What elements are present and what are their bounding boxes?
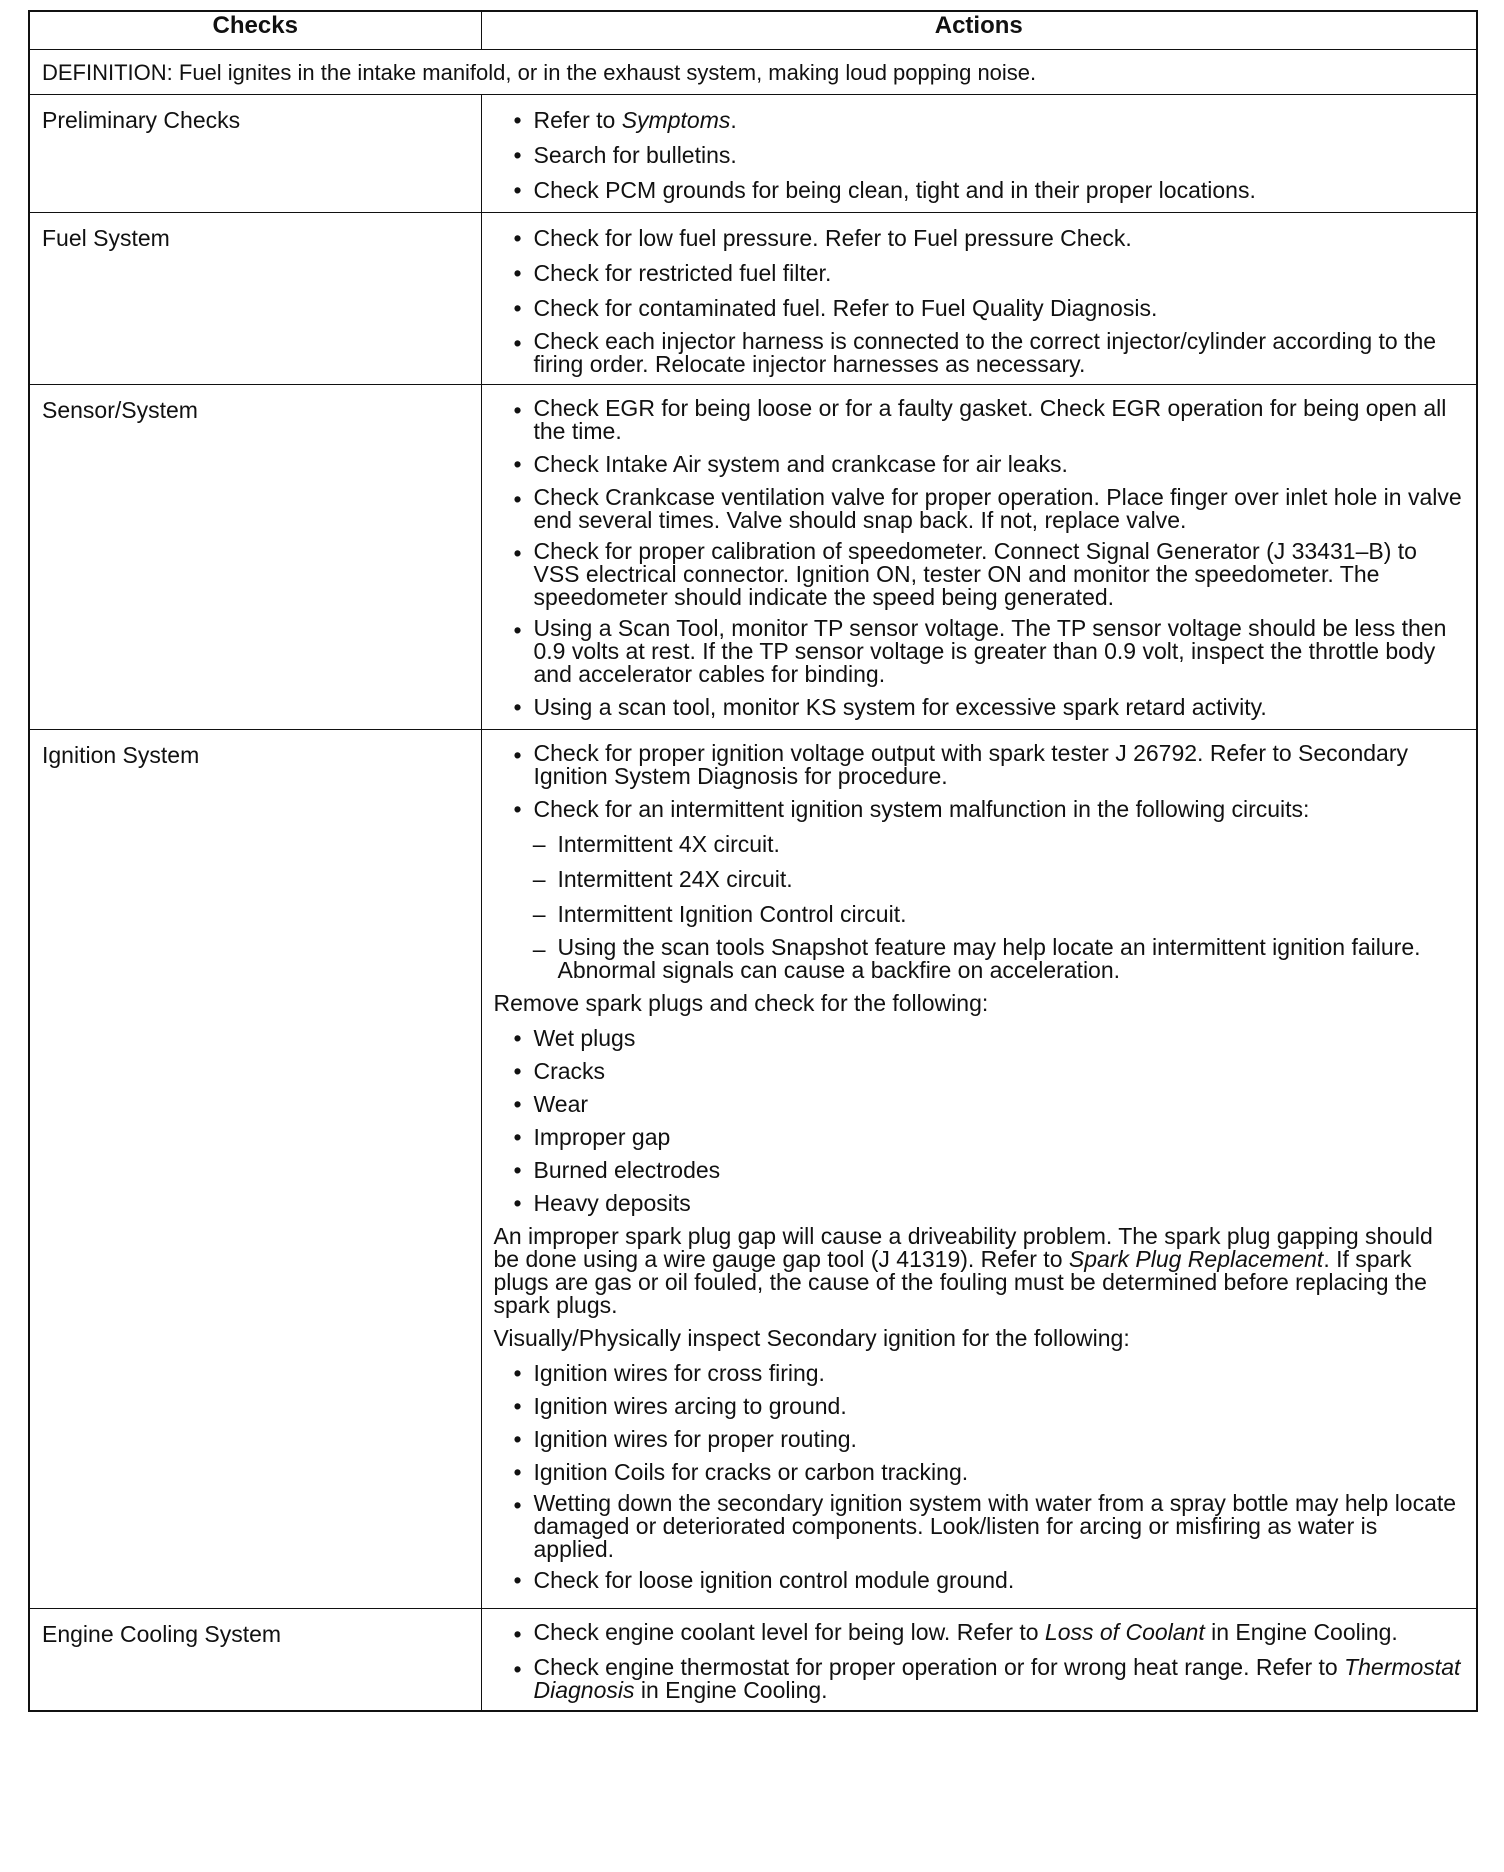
table-row	[29, 95, 1477, 213]
action-cell	[481, 95, 1477, 213]
list-item	[494, 1058, 1465, 1085]
bullet-mark: •	[513, 486, 522, 512]
bullet-mark: •	[513, 1459, 522, 1485]
action-text: in Engine Cooling.	[1204, 1619, 1398, 1645]
table-row	[29, 1609, 1477, 1712]
action-text: Check each injector harness is connected to the correct injector/cylinder according to the firing order. Relocate injector harnesses as necessary.	[533, 328, 1437, 377]
action-text: Check for an intermittent ignition system malfunction in the following circuits:	[533, 796, 1310, 822]
action-text: Check Crankcase ventilation valve for proper operation. Place finger over inlet hole in valve end several times. Valve should snap back. If not, replace valve.	[533, 484, 1462, 533]
bullet-mark: •	[513, 1058, 522, 1084]
list-item	[494, 1621, 1465, 1648]
list-item	[494, 295, 1465, 322]
plugs-intro: Remove spark plugs and check for the following:	[493, 990, 989, 1016]
bullet-mark: •	[513, 1157, 522, 1183]
list-item	[494, 225, 1465, 252]
actions-header: Actions	[481, 11, 1477, 50]
sub-list-item	[494, 866, 1465, 893]
action-emphasis: Symptoms	[621, 107, 731, 133]
plug-item: Heavy deposits	[533, 1190, 691, 1216]
action-text: Check for restricted fuel filter.	[533, 260, 832, 286]
bullet-mark: •	[513, 1360, 522, 1386]
bullet-mark: •	[513, 742, 522, 768]
list-item	[494, 1157, 1465, 1184]
list-item	[494, 1360, 1465, 1387]
list-item	[494, 1656, 1465, 1702]
list-item	[494, 1492, 1465, 1561]
list-item	[494, 142, 1465, 169]
secondary-item: Check for loose ignition control module ground.	[533, 1567, 1015, 1593]
dash-mark: –	[532, 831, 546, 857]
bullet-mark: •	[513, 107, 522, 133]
bullet-mark: •	[513, 451, 522, 477]
action-text: Check for proper calibration of speedometer. Connect Signal Generator (J 33431–B) to VSS electrical connector. Ignition ON, tester ON and monitor the speedometer. The speedometer should indicate the speed being generated.	[533, 538, 1417, 610]
dash-mark: –	[532, 901, 546, 927]
bullet-mark: •	[513, 330, 522, 356]
gap-text: An improper spark plug gap will cause a driveability problem. The spark plug gapping should be done using a wire gauge gap tool (J 41319). Refer to	[493, 1223, 1433, 1272]
action-text: in Engine Cooling.	[634, 1677, 828, 1703]
gap-emphasis: Spark Plug Replacement	[1068, 1246, 1324, 1272]
check-label: Ignition System	[29, 730, 481, 1609]
action-text: Check engine coolant level for being low. Refer to	[533, 1619, 1045, 1645]
list-item	[494, 1025, 1465, 1052]
plug-item: Wear	[533, 1091, 589, 1117]
definition-row	[29, 50, 1477, 95]
action-emphasis: Loss of Coolant	[1044, 1619, 1205, 1645]
sub-list-item	[494, 831, 1465, 858]
list-item	[494, 1426, 1465, 1453]
diagnostic-table	[28, 10, 1478, 1712]
list-item	[494, 796, 1465, 823]
bullet-mark: •	[513, 295, 522, 321]
list-item	[494, 617, 1465, 686]
action-cell	[481, 213, 1477, 385]
gap-paragraph	[494, 1225, 1465, 1317]
sub-item-text: Intermittent Ignition Control circuit.	[557, 901, 907, 927]
list-item	[494, 694, 1465, 721]
list-item	[494, 451, 1465, 478]
bullet-mark: •	[513, 1492, 522, 1518]
list-item	[494, 1567, 1465, 1594]
list-item	[494, 397, 1465, 443]
secondary-item: Ignition wires for proper routing.	[533, 1426, 857, 1452]
action-emphasis: Thermostat Diagnosis	[533, 1654, 1461, 1703]
sub-item-text: Using the scan tools Snapshot feature may help locate an intermittent ignition failure. Abnormal signals can cause a backfire on acceleration.	[557, 934, 1421, 983]
checks-header: Checks	[29, 11, 481, 50]
bullet-mark: •	[513, 1567, 522, 1593]
plug-item: Improper gap	[533, 1124, 671, 1150]
secondary-item: Ignition wires for cross firing.	[533, 1360, 825, 1386]
sub-list-item	[494, 901, 1465, 928]
action-cell	[481, 385, 1477, 730]
table-row	[29, 385, 1477, 730]
action-text: Check for contaminated fuel. Refer to Fuel Quality Diagnosis.	[533, 295, 1158, 321]
bullet-mark: •	[513, 694, 522, 720]
list-item	[494, 177, 1465, 204]
bullet-mark: •	[513, 1124, 522, 1150]
table-row	[29, 730, 1477, 1609]
bullet-mark: •	[513, 1426, 522, 1452]
plug-item: Wet plugs	[533, 1025, 636, 1051]
definition-text: DEFINITION: Fuel ignites in the intake manifold, or in the exhaust system, making loud popping noise.	[29, 50, 1477, 95]
check-label: Preliminary Checks	[29, 95, 481, 213]
check-label: Sensor/System	[29, 385, 481, 730]
action-text: Check Intake Air system and crankcase for air leaks.	[533, 451, 1068, 477]
bullet-mark: •	[513, 617, 522, 643]
secondary-intro: Visually/Physically inspect Secondary ignition for the following:	[493, 1325, 1130, 1351]
dash-mark: –	[532, 936, 546, 962]
plug-item: Burned electrodes	[533, 1157, 721, 1183]
list-item	[494, 330, 1465, 376]
list-item	[494, 1459, 1465, 1486]
gap-text: . If spark plugs are gas or oil fouled, the cause of the fouling must be determined before replacing the spark plugs.	[493, 1246, 1427, 1318]
list-item	[494, 742, 1465, 788]
action-text: .	[730, 107, 737, 133]
table-row	[29, 213, 1477, 385]
plug-item: Cracks	[533, 1058, 606, 1084]
list-item	[494, 540, 1465, 609]
action-text: Check PCM grounds for being clean, tight and in their proper locations.	[533, 177, 1256, 203]
action-cell	[481, 1609, 1477, 1712]
action-cell	[481, 730, 1477, 1609]
secondary-item: Wetting down the secondary ignition system with water from a spray bottle may help locate damaged or deteriorated components. Look/listen for arcing or misfiring as water is applied.	[533, 1490, 1457, 1562]
bullet-mark: •	[513, 397, 522, 423]
list-item	[494, 1124, 1465, 1151]
check-label: Fuel System	[29, 213, 481, 385]
list-item	[494, 1190, 1465, 1217]
bullet-mark: •	[513, 1656, 522, 1682]
action-text: Check EGR for being loose or for a faulty gasket. Check EGR operation for being open all the time.	[533, 395, 1447, 444]
action-text: Using a Scan Tool, monitor TP sensor voltage. The TP sensor voltage should be less then 0.9 volts at rest. If the TP sensor voltage is greater than 0.9 volt, inspect the throttle body and accelerator cables for binding.	[533, 615, 1447, 687]
action-text: Check for proper ignition voltage output with spark tester J 26792. Refer to Secondary Ignition System Diagnosis for procedure.	[533, 740, 1408, 789]
bullet-mark: •	[513, 1393, 522, 1419]
list-item	[494, 1091, 1465, 1118]
action-text: Check for low fuel pressure. Refer to Fuel pressure Check.	[533, 225, 1132, 251]
list-item	[494, 260, 1465, 287]
bullet-mark: •	[513, 1621, 522, 1647]
bullet-mark: •	[513, 796, 522, 822]
sub-item-text: Intermittent 4X circuit.	[557, 831, 780, 857]
bullet-mark: •	[513, 540, 522, 566]
bullet-mark: •	[513, 142, 522, 168]
list-item	[494, 1393, 1465, 1420]
dash-mark: –	[532, 866, 546, 892]
action-text: Check engine thermostat for proper operation or for wrong heat range. Refer to	[533, 1654, 1345, 1680]
bullet-mark: •	[513, 1025, 522, 1051]
sub-item-text: Intermittent 24X circuit.	[557, 866, 793, 892]
bullet-mark: •	[513, 260, 522, 286]
check-label: Engine Cooling System	[29, 1609, 481, 1712]
action-text: Search for bulletins.	[533, 142, 737, 168]
header-row	[29, 11, 1477, 50]
bullet-mark: •	[513, 225, 522, 251]
secondary-item: Ignition Coils for cracks or carbon tracking.	[533, 1459, 969, 1485]
action-text: Using a scan tool, monitor KS system for excessive spark retard activity.	[533, 694, 1267, 720]
list-item	[494, 486, 1465, 532]
bullet-mark: •	[513, 177, 522, 203]
secondary-item: Ignition wires arcing to ground.	[533, 1393, 847, 1419]
sub-list-item	[494, 936, 1465, 982]
bullet-mark: •	[513, 1190, 522, 1216]
action-text: Refer to	[533, 107, 622, 133]
list-item	[494, 107, 1465, 134]
bullet-mark: •	[513, 1091, 522, 1117]
